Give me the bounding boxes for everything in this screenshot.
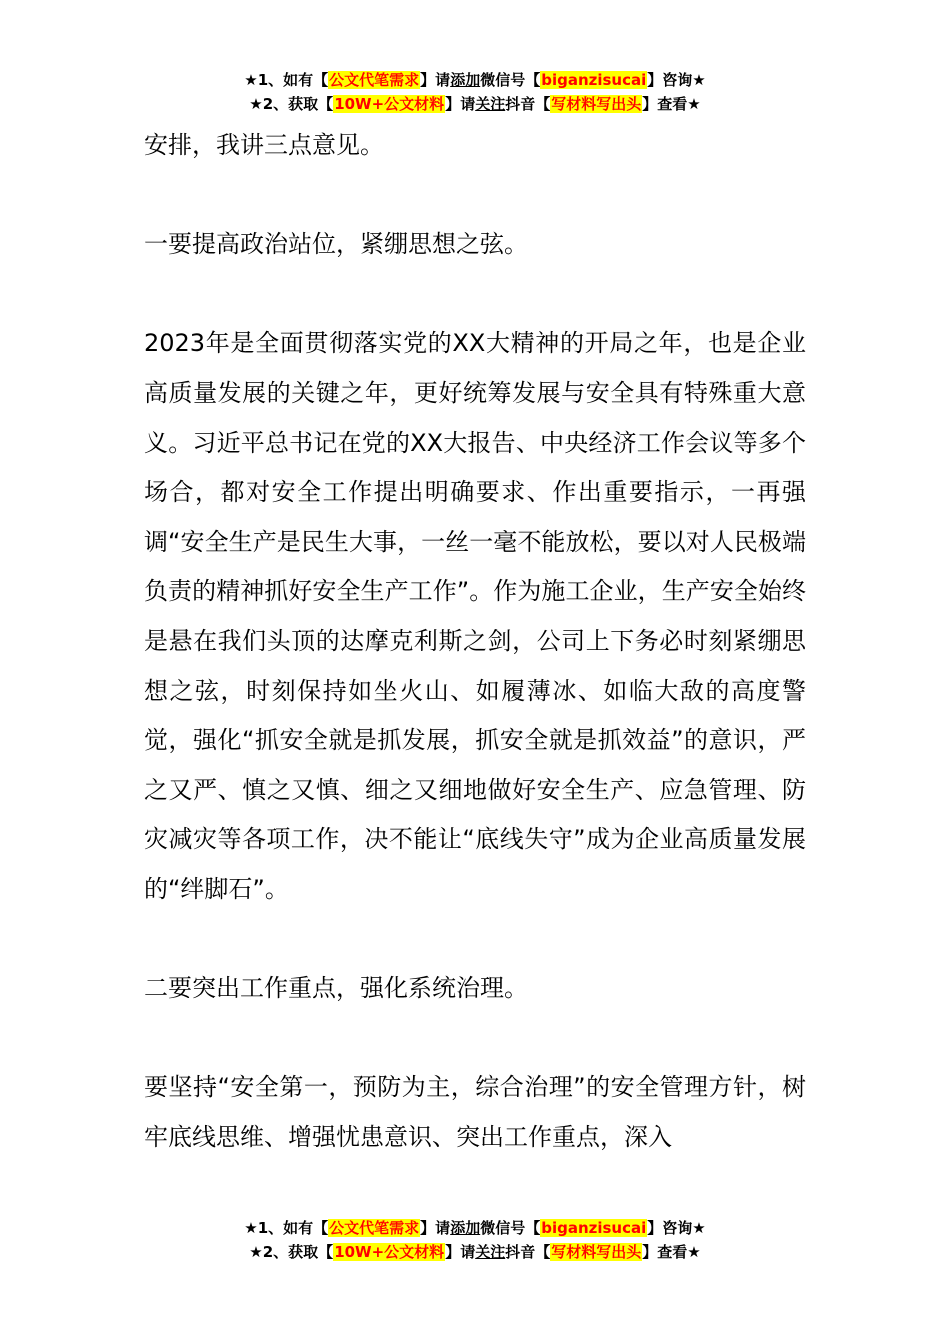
banner-text: ★2、获取【 xyxy=(249,1243,334,1261)
banner-text: 】查看★ xyxy=(642,1243,701,1261)
banner-text: 】请 xyxy=(420,1219,451,1237)
banner-highlight: 10W+公文材料 xyxy=(334,1243,445,1261)
banner-underline: 关注 xyxy=(475,95,506,113)
banner-underline: 关注 xyxy=(475,1243,506,1261)
banner-line-2 xyxy=(0,92,950,116)
banner-line-1 xyxy=(0,68,950,92)
banner-text: 】咨询★ xyxy=(647,71,706,89)
banner-text: 】咨询★ xyxy=(647,1219,706,1237)
paragraph-gap xyxy=(144,171,806,221)
banner-text: 】查看★ xyxy=(642,95,701,113)
paragraph-gap xyxy=(144,1014,806,1064)
banner-underline: 添加 xyxy=(450,1219,481,1237)
banner-text: 】请 xyxy=(445,1243,476,1261)
banner-text: ★2、获取【 xyxy=(249,95,334,113)
banner-highlight: 公文代笔需求 xyxy=(329,1219,420,1237)
banner-text: ★1、如有【 xyxy=(244,1219,329,1237)
paragraph: 2023年是全面贯彻落实党的XX大精神的开局之年，也是企业高质量发展的关键之年，更好统筹发展与安全具有特殊重大意义。习近平总书记在党的XX大报告、中央经济工作会议等多个场合，都对安全工作提出明确要求、作出重要指示，一再强调“安全生产是民生大事，一丝一毫不能放松，要以对人民极端负责的精神抓好安全生产工作”。作为施工企业，生产安全始终是悬在我们头顶的达摩克利斯之剑，公司上下务必时刻紧绷思想之弦，时刻保持如坐火山、如履薄冰、如临大敌的高度警觉，强化“抓安全就是抓发展，抓安全就是抓效益”的意识，严之又严、慎之又慎、细之又细地做好安全生产、应急管理、防灾减灾等各项工作，决不能让“底线失守”成为企业高质量发展的“绊脚石”。 xyxy=(144,329,806,903)
banner-highlight: biganzisucai xyxy=(541,71,647,89)
banner-text: 抖音【 xyxy=(505,95,551,113)
document-body xyxy=(144,121,806,1162)
paragraph-gap xyxy=(144,915,806,965)
footer-banner xyxy=(0,1216,950,1264)
header-banner xyxy=(0,68,950,116)
banner-underline: 添加 xyxy=(450,71,481,89)
banner-highlight: 10W+公文材料 xyxy=(334,95,445,113)
paragraph: 要坚持“安全第一，预防为主，综合治理”的安全管理方针，树牢底线思维、增强忧患意识、突出工作重点，深入 xyxy=(144,1073,806,1151)
banner-text: 抖音【 xyxy=(505,1243,551,1261)
banner-text: 微信号【 xyxy=(480,71,541,89)
section-heading-1: 一要提高政治站位，紧绷思想之弦。 xyxy=(144,230,528,259)
banner-highlight: 写材料写出头 xyxy=(551,95,642,113)
banner-highlight: 公文代笔需求 xyxy=(329,71,420,89)
paragraph: 安排，我讲三点意见。 xyxy=(144,131,384,159)
banner-text: 】请 xyxy=(445,95,476,113)
banner-text: 微信号【 xyxy=(480,1219,541,1237)
banner-text: 】请 xyxy=(420,71,451,89)
banner-line-1 xyxy=(0,1216,950,1240)
banner-highlight: 写材料写出头 xyxy=(551,1243,642,1261)
banner-line-2 xyxy=(0,1240,950,1264)
paragraph-gap xyxy=(144,270,806,320)
banner-text: ★1、如有【 xyxy=(244,71,329,89)
banner-highlight: biganzisucai xyxy=(541,1219,647,1237)
section-heading-2: 二要突出工作重点，强化系统治理。 xyxy=(144,974,528,1003)
